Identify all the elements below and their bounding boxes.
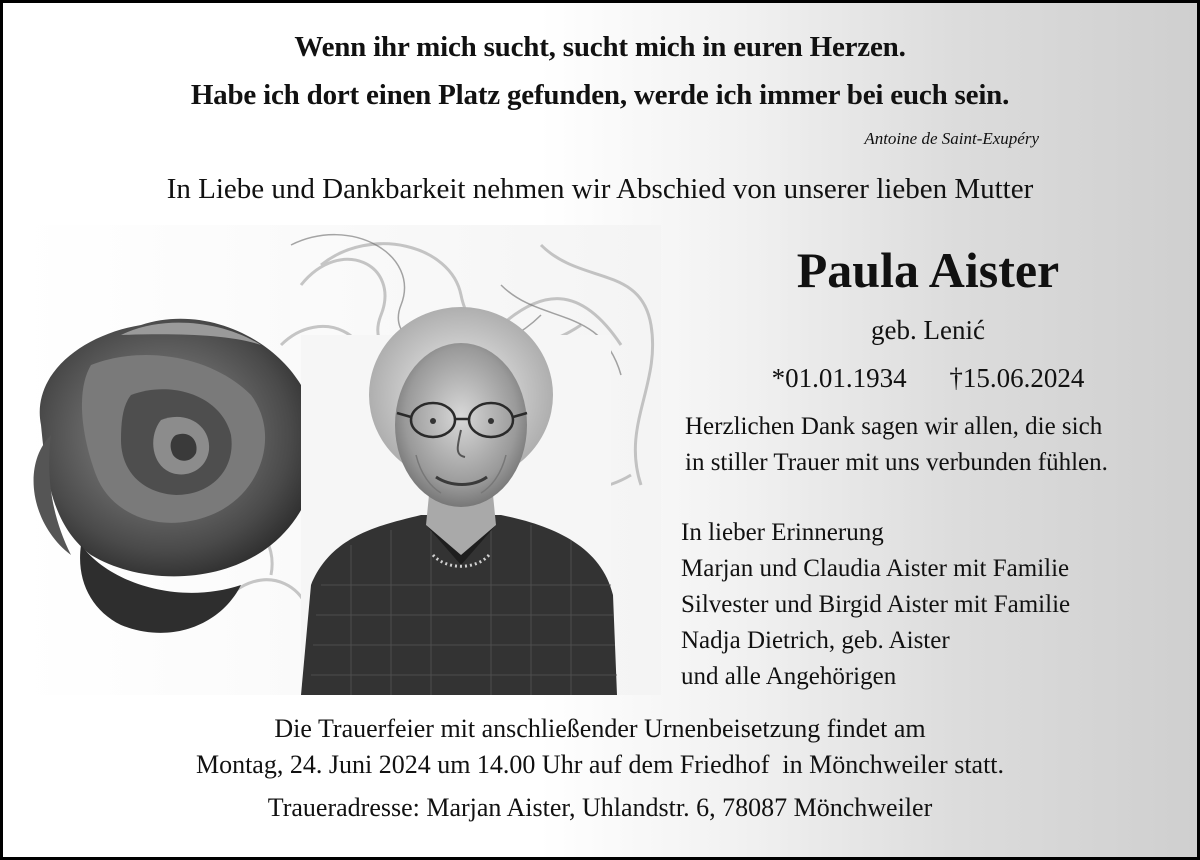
death-date: †15.06.2024 [949, 363, 1085, 393]
thanks-text [685, 409, 1108, 481]
maiden-name: geb. Lenić [871, 315, 985, 345]
life-dates [703, 363, 1153, 394]
intro-text: In Liebe und Dankbarkeit nehmen wir Abschied von unserer lieben Mutter [166, 173, 1034, 205]
family-line: Marjan und Claudia Aister mit Familie [681, 555, 1070, 582]
family-line: Silvester und Birgid Aister mit Familie [681, 591, 1071, 618]
quote-line-2: Habe ich dort einen Platz gefunden, werde ich immer bei euch sein. [190, 79, 1010, 111]
family-line: Nadja Dietrich, geb. Aister [681, 627, 950, 654]
ceremony-line: Montag, 24. Juni 2024 um 14.00 Uhr auf dem Friedhof in Mönchweiler statt. [195, 750, 1005, 779]
thanks-line: in stiller Trauer mit uns verbunden fühlen. [685, 449, 1108, 476]
family-line: und alle Angehörigen [681, 663, 897, 690]
thanks-line: Herzlichen Dank sagen wir allen, die sich [685, 413, 1103, 440]
portrait-photo [21, 225, 661, 695]
ceremony-line: Die Trauerfeier mit anschließender Urnenbeisetzung findet am [274, 714, 926, 743]
quote-line-1: Wenn ihr mich sucht, sucht mich in euren Herzen. [294, 31, 906, 63]
mourning-address: Traueradresse: Marjan Aister, Uhlandstr. 6, 78087 Mönchweiler [267, 793, 933, 822]
ceremony-info [3, 711, 1197, 783]
family-line: In lieber Erinnerung [681, 519, 884, 546]
birth-date: *01.01.1934 [771, 363, 907, 393]
quote-author: Antoine de Saint-Exupéry [864, 129, 1039, 148]
portrait-of-woman [301, 307, 617, 695]
family-list [681, 515, 1070, 695]
deceased-name: Paula Aister [796, 242, 1060, 298]
